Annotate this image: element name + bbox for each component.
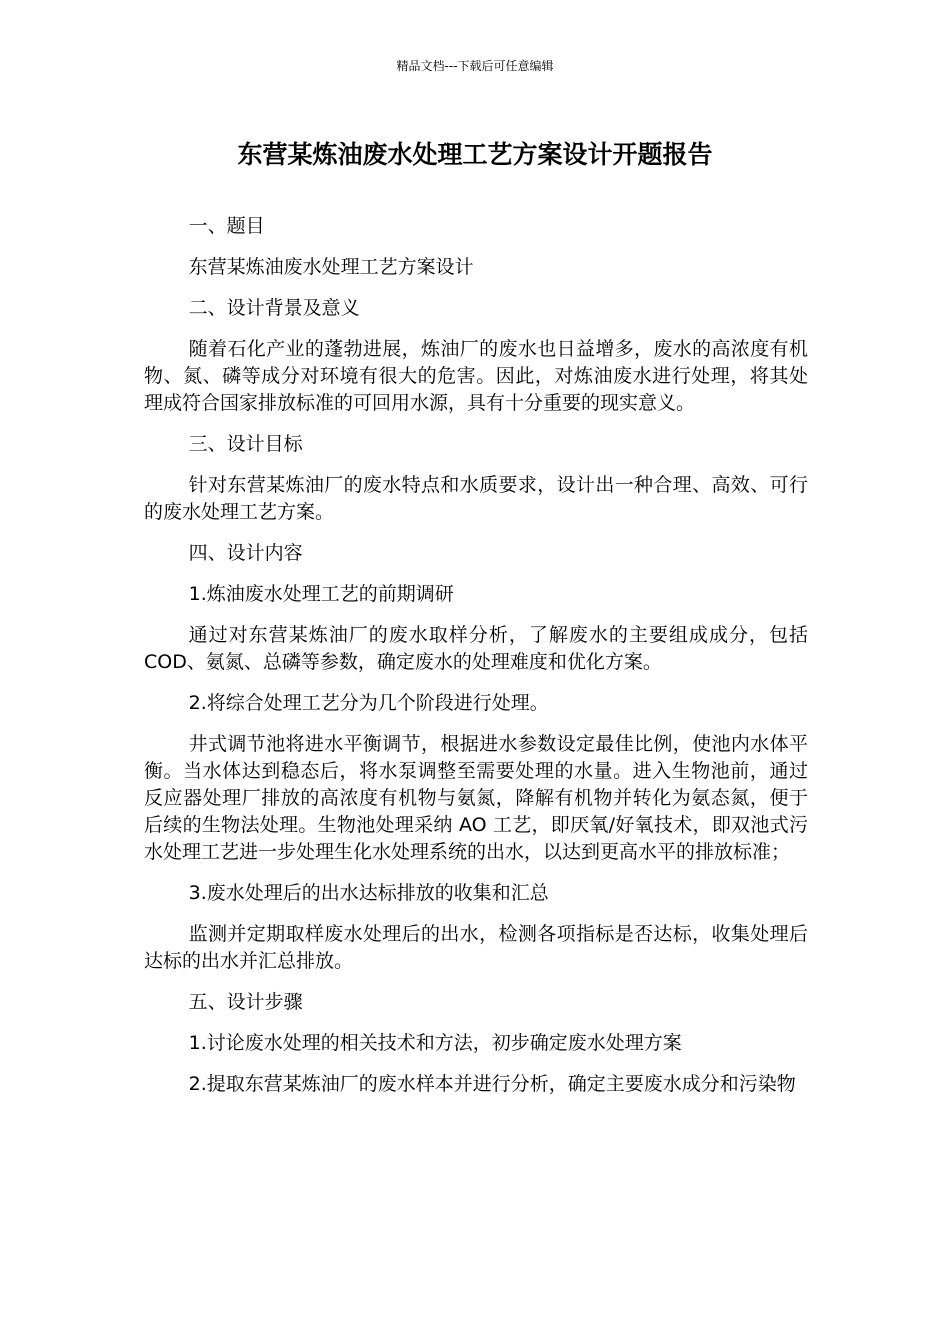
background-paragraph: 随着石化产业的蓬勃进展，炼油厂的废水也日益增多，废水的高浓度有机物、氮、磷等成分对环境有很大的危害。因此，对炼油废水进行处理，将其处理成符合国家排放标准的可回用水源，具有十分重要的现实意义。 — [144, 338, 808, 414]
content-item-2-paragraph: 井式调节池将进水平衡调节，根据进水参数设定最佳比例，使池内水体平衡。当水体达到稳态后，将水泵调整至需要处理的水量。进入生物池前，通过反应器处理厂排放的高浓度有机物与氨氮，降解有机物并转化为氨态氮，便于后续的生物法处理。生物池处理采纳 AO 工艺，即厌氧/好氧技术，即双池式污水处理工艺进一步处理生化水处理系统的出水，以达到更高水平的排放标准； — [144, 733, 808, 863]
content-item-1-paragraph: 通过对东营某炼油厂的废水取样分析，了解废水的主要组成成分，包括 COD、氨氮、总磷等参数，确定废水的处理难度和优化方案。 — [144, 624, 808, 673]
goal-paragraph: 针对东营某炼油厂的废水特点和水质要求，设计出一种合理、高效、可行的废水处理工艺方案。 — [144, 474, 808, 523]
section-heading-topic: 一、题目 — [188, 215, 265, 237]
content-item-1-title: 1.炼油废水处理工艺的前期调研 — [188, 583, 454, 605]
step-item-1: 1.讨论废水处理的相关技术和方法，初步确定废水处理方案 — [188, 1032, 682, 1054]
topic-text: 东营某炼油废水处理工艺方案设计 — [188, 256, 474, 278]
section-heading-background: 二、设计背景及意义 — [188, 297, 360, 319]
section-heading-content: 四、设计内容 — [188, 542, 303, 564]
step-item-2: 2.提取东营某炼油厂的废水样本并进行分析，确定主要废水成分和污染物 — [188, 1073, 796, 1095]
content-item-3-paragraph: 监测并定期取样废水处理后的出水，检测各项指标是否达标，收集处理后达标的出水并汇总排放。 — [144, 923, 808, 972]
document-body — [144, 213, 808, 1112]
page-header-note: 精品文档---下载后可任意编辑 — [396, 59, 554, 73]
document-title: 东营某炼油废水处理工艺方案设计开题报告 — [237, 140, 713, 169]
section-heading-steps: 五、设计步骤 — [188, 991, 303, 1013]
content-item-2-title: 2.将综合处理工艺分为几个阶段进行处理。 — [188, 692, 549, 714]
content-item-3-title: 3.废水处理后的出水达标排放的收集和汇总 — [188, 882, 549, 904]
section-heading-goal: 三、设计目标 — [188, 433, 303, 455]
